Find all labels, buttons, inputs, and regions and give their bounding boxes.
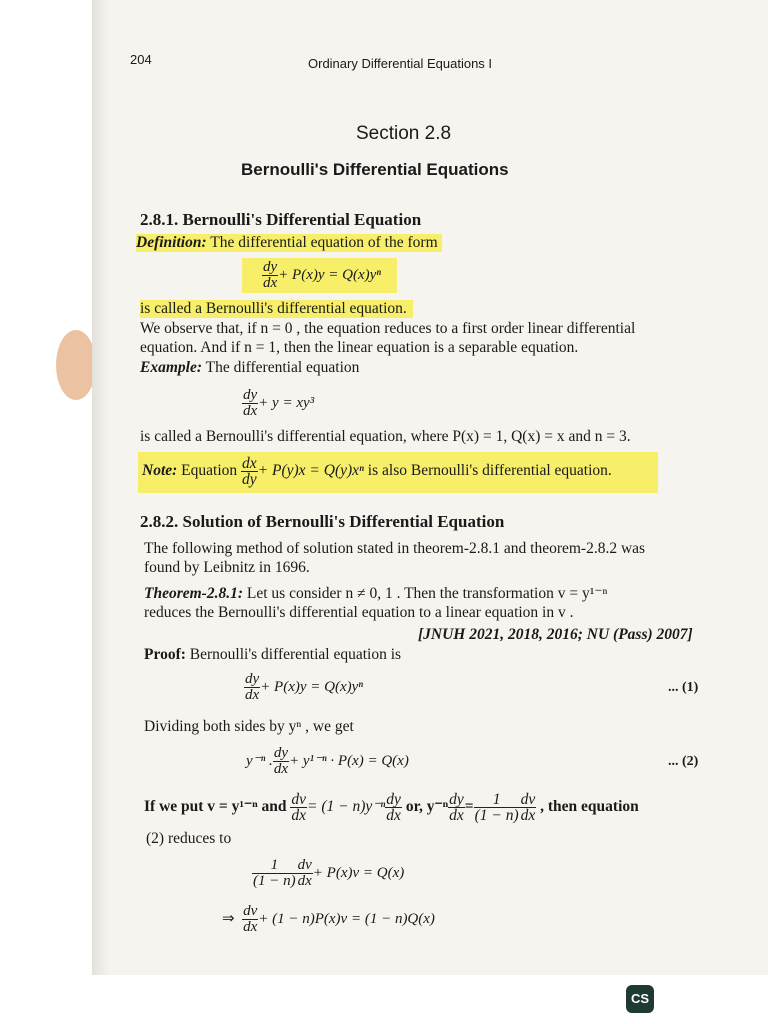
fraction-dy-dx: $\frac{dy}{dx}$ xyxy=(243,387,258,419)
equation-2: y⁻ⁿ . $\frac{dy}{dx}$ + y¹⁻ⁿ · P(x) = Q(x) xyxy=(246,745,409,777)
finger-shadow xyxy=(56,330,96,400)
theorem-line-1 xyxy=(144,584,607,603)
section-label: Section 2.8 xyxy=(356,123,452,144)
subsection-heading-2-8-2: 2.8.2. Solution of Bernoulli's Differential Equation xyxy=(140,512,505,531)
reduces-line: (2) reduces to xyxy=(146,830,232,847)
implies-arrow: ⇒ xyxy=(222,910,235,927)
equation-3: $\frac{1}{(1 - n)}$ $\frac{dv}{dx}$ + P(x)v = Q(x) xyxy=(253,857,405,889)
proof-label: Proof: xyxy=(144,646,186,663)
fraction-dy-dx: $\frac{dy}{dx}$ xyxy=(449,791,464,824)
fraction-dy-dx: $\frac{dy}{dx}$ xyxy=(273,745,288,777)
observation-line-1: We observe that, if n = 0 , the equation reduces to a first order linear differential xyxy=(140,320,636,337)
fraction-dy-dx: $\frac{dy}{dx}$ xyxy=(245,671,260,703)
theorem-text-1: Let us consider n ≠ 0, 1 . Then the transformation v = y¹⁻ⁿ xyxy=(246,585,608,602)
substitution-line: If we put v = y¹⁻ⁿ and $\frac{dv}{dx}$ = (1 − n)y⁻ⁿ $\frac{dy}{dx}$ or, y⁻ⁿ $\frac{dy}{dx}$ = $\frac{1}{(1 - n)}$ $\frac{dv}{dx}$ , then equation xyxy=(144,791,639,824)
example-text: The differential equation xyxy=(205,359,360,376)
intro-line-2: found by Leibnitz in 1696. xyxy=(144,559,310,576)
page-gutter-shadow xyxy=(92,0,110,975)
fraction-dv-dx: $\frac{dv}{dx}$ xyxy=(243,903,258,935)
definition-line xyxy=(136,234,442,252)
equation-1: $\frac{dy}{dx}$ + P(x)y = Q(x)yⁿ xyxy=(245,671,363,703)
section-title: Bernoulli's Differential Equations xyxy=(241,160,509,179)
intro-line-1: The following method of solution stated in theorem-2.8.1 and theorem-2.8.2 was xyxy=(144,540,646,557)
camscanner-badge: CS xyxy=(626,985,654,1013)
fraction-1-over-1-minus-n: $\frac{1}{(1 - n)}$ xyxy=(253,857,296,889)
proof-line xyxy=(144,646,401,664)
example-line xyxy=(140,359,359,377)
fraction-dy-dx: $\frac{dy}{dx}$ xyxy=(386,791,401,824)
note-equation: + P(y)x = Q(y)xⁿ xyxy=(257,462,364,480)
example-equation: $\frac{dy}{dx}$ + y = xy³ xyxy=(243,387,315,419)
fraction-dy-dx: $\frac{dy}{dx}$ xyxy=(263,259,278,291)
equation-number-2: ... (2) xyxy=(668,754,699,769)
fraction-dv-dx: $\frac{dv}{dx}$ xyxy=(291,791,306,824)
subsection-heading-2-8-1: 2.8.1. Bernoulli's Differential Equation xyxy=(140,210,422,229)
fraction-1-over-1-minus-n: $\frac{1}{(1 - n)}$ xyxy=(474,791,519,824)
called-bernoulli-text: is called a Bernoulli's differential equation. xyxy=(140,300,413,318)
proof-text: Bernoulli's differential equation is xyxy=(189,646,402,663)
note-line xyxy=(138,452,658,493)
running-title: Ordinary Differential Equations I xyxy=(308,56,493,71)
fraction-dx-dy: $\frac{dx}{dy}$ xyxy=(242,455,257,488)
fraction-dv-dx: $\frac{dv}{dx}$ xyxy=(297,857,312,889)
theorem-line-2: reduces the Bernoulli's differential equation to a linear equation in v . xyxy=(144,604,574,621)
observation-line-2: equation. And if n = 1, then the linear equation is a separable equation. xyxy=(140,339,579,356)
page-number: 204 xyxy=(130,52,152,67)
bernoulli-equation-general: $\frac{dy}{dx}$ + P(x)y = Q(x)yⁿ xyxy=(242,258,397,293)
fraction-dv-dx: $\frac{dv}{dx}$ xyxy=(520,791,536,824)
example-called-text: is called a Bernoulli's differential equation, where P(x) = 1, Q(x) = x and n = 3. xyxy=(140,428,631,445)
book-page xyxy=(92,0,768,975)
exam-citation: [JNUH 2021, 2018, 2016; NU (Pass) 2007] xyxy=(418,626,693,643)
note-label: Note: xyxy=(142,462,178,480)
definition-text: The differential equation of the form xyxy=(210,234,438,251)
dividing-line: Dividing both sides by yⁿ , we get xyxy=(144,718,354,735)
equation-4: ⇒ $\frac{dv}{dx}$ + (1 − n)P(x)v = (1 − n)Q(x) xyxy=(222,903,435,935)
definition-label: Definition: xyxy=(136,234,207,251)
theorem-label: Theorem-2.8.1: xyxy=(144,585,244,602)
example-label: Example: xyxy=(140,359,202,376)
equation-number-1: ... (1) xyxy=(668,680,699,695)
note-pre: Equation xyxy=(181,462,238,480)
note-post: is also Bernoulli's differential equation. xyxy=(367,462,612,480)
